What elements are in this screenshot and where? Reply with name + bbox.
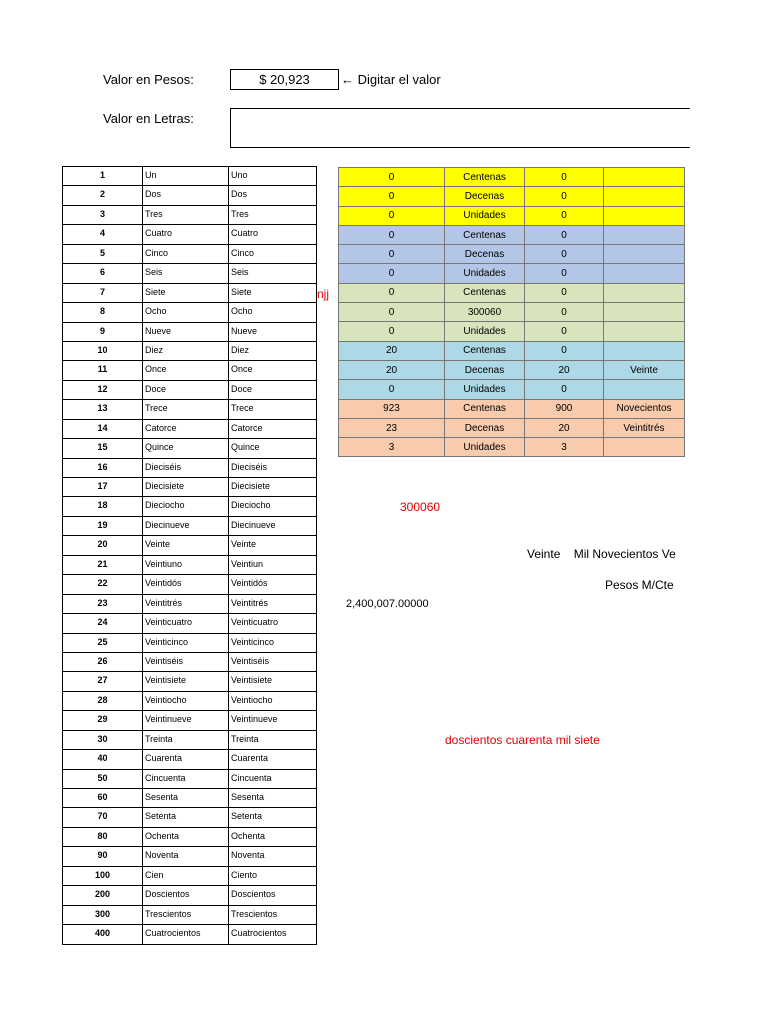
word-cell[interactable]: Cincuenta bbox=[143, 769, 229, 788]
word-alt-cell[interactable]: Diecisiete bbox=[229, 478, 317, 497]
table-row bbox=[63, 225, 317, 244]
red-number-note: 300060 bbox=[400, 500, 441, 514]
table-row bbox=[63, 691, 317, 710]
word-alt-cell[interactable]: Sesenta bbox=[229, 789, 317, 808]
word-cell[interactable]: Veintiséis bbox=[143, 652, 229, 671]
word-cell[interactable]: Seis bbox=[143, 264, 229, 283]
words-cell[interactable] bbox=[604, 380, 685, 399]
table-row bbox=[63, 614, 317, 633]
words-cell[interactable] bbox=[604, 168, 685, 187]
number-cell[interactable]: 5 bbox=[63, 244, 143, 263]
table-row bbox=[63, 594, 317, 613]
table-row bbox=[63, 905, 317, 924]
rounded-cell[interactable]: 0 bbox=[525, 225, 604, 244]
table-row bbox=[63, 575, 317, 594]
word-alt-cell[interactable]: Veintiun bbox=[229, 555, 317, 574]
table-row bbox=[63, 652, 317, 671]
table-row bbox=[63, 322, 317, 341]
word-cell[interactable]: Un bbox=[143, 167, 229, 186]
word-alt-cell[interactable]: Veinte bbox=[229, 536, 317, 555]
place-cell[interactable]: Unidades bbox=[445, 264, 525, 283]
valor-pesos-label: Valor en Pesos: bbox=[103, 72, 194, 87]
calc-table bbox=[338, 167, 685, 457]
table-row bbox=[63, 497, 317, 516]
number-cell[interactable]: 100 bbox=[63, 866, 143, 885]
word-cell[interactable]: Cien bbox=[143, 866, 229, 885]
word-alt-cell[interactable]: Diez bbox=[229, 341, 317, 360]
word-alt-cell[interactable]: Setenta bbox=[229, 808, 317, 827]
table-row bbox=[63, 167, 317, 186]
word-cell[interactable]: Dieciocho bbox=[143, 497, 229, 516]
number-cell[interactable]: 21 bbox=[63, 555, 143, 574]
word-cell[interactable]: Noventa bbox=[143, 847, 229, 866]
table-row bbox=[63, 827, 317, 846]
word-cell[interactable]: Veintiuno bbox=[143, 555, 229, 574]
word-alt-cell[interactable]: Veintidós bbox=[229, 575, 317, 594]
number-cell[interactable]: 6 bbox=[63, 264, 143, 283]
table-row bbox=[63, 808, 317, 827]
words-cell[interactable] bbox=[604, 245, 685, 264]
word-cell[interactable]: Veintisiete bbox=[143, 672, 229, 691]
table-row bbox=[63, 555, 317, 574]
value-cell[interactable]: 23 bbox=[339, 418, 445, 437]
number-cell[interactable]: 22 bbox=[63, 575, 143, 594]
words-cell[interactable]: Veintitrés bbox=[604, 418, 685, 437]
word-alt-cell[interactable]: Cuatro bbox=[229, 225, 317, 244]
table-row bbox=[63, 244, 317, 263]
place-cell[interactable]: 300060 bbox=[445, 303, 525, 322]
number-cell[interactable]: 16 bbox=[63, 458, 143, 477]
word-alt-cell[interactable]: Seis bbox=[229, 264, 317, 283]
words-cell[interactable] bbox=[604, 341, 685, 360]
word-cell[interactable]: Diecinueve bbox=[143, 516, 229, 535]
table-row bbox=[63, 516, 317, 535]
number-cell[interactable]: 90 bbox=[63, 847, 143, 866]
value-cell[interactable]: 0 bbox=[339, 322, 445, 341]
number-cell[interactable]: 23 bbox=[63, 594, 143, 613]
place-cell[interactable]: Centenas bbox=[445, 341, 525, 360]
word-cell[interactable]: Cuarenta bbox=[143, 750, 229, 769]
word-alt-cell[interactable]: Ochenta bbox=[229, 827, 317, 846]
rounded-cell[interactable]: 0 bbox=[525, 168, 604, 187]
number-cell[interactable]: 70 bbox=[63, 808, 143, 827]
number-cell[interactable]: 25 bbox=[63, 633, 143, 652]
word-alt-cell[interactable]: Quince bbox=[229, 439, 317, 458]
place-cell[interactable]: Unidades bbox=[445, 322, 525, 341]
table-row bbox=[63, 769, 317, 788]
word-cell[interactable]: Siete bbox=[143, 283, 229, 302]
table-row bbox=[63, 536, 317, 555]
word-alt-cell[interactable]: Once bbox=[229, 361, 317, 380]
word-cell[interactable]: Quince bbox=[143, 439, 229, 458]
table-row bbox=[63, 419, 317, 438]
word-alt-cell[interactable]: Trescientos bbox=[229, 905, 317, 924]
table-row bbox=[63, 439, 317, 458]
number-cell[interactable]: 18 bbox=[63, 497, 143, 516]
word-alt-cell[interactable]: Veinticinco bbox=[229, 633, 317, 652]
words-line: Veinte Mil Novecientos Ve bbox=[527, 547, 676, 561]
value-cell[interactable]: 3 bbox=[339, 438, 445, 457]
number-cell[interactable]: 300 bbox=[63, 905, 143, 924]
word-cell[interactable]: Dos bbox=[143, 186, 229, 205]
word-cell[interactable]: Veinticinco bbox=[143, 633, 229, 652]
calc-row bbox=[339, 341, 685, 360]
value-cell[interactable]: 0 bbox=[339, 303, 445, 322]
number-cell[interactable]: 13 bbox=[63, 400, 143, 419]
word-alt-cell[interactable]: Doce bbox=[229, 380, 317, 399]
word-alt-cell[interactable]: Catorce bbox=[229, 419, 317, 438]
rounded-cell[interactable]: 0 bbox=[525, 206, 604, 225]
rounded-cell[interactable]: 3 bbox=[525, 438, 604, 457]
place-cell[interactable]: Decenas bbox=[445, 360, 525, 379]
word-cell[interactable]: Diez bbox=[143, 341, 229, 360]
table-row bbox=[63, 458, 317, 477]
word-alt-cell[interactable]: Veintisiete bbox=[229, 672, 317, 691]
table-row bbox=[63, 205, 317, 224]
njj-note: njj bbox=[317, 287, 330, 301]
word-alt-cell[interactable]: Cinco bbox=[229, 244, 317, 263]
number-cell[interactable]: 3 bbox=[63, 205, 143, 224]
table-row bbox=[63, 925, 317, 944]
words-cell[interactable] bbox=[604, 206, 685, 225]
rounded-cell[interactable]: 20 bbox=[525, 418, 604, 437]
number-cell[interactable]: 26 bbox=[63, 652, 143, 671]
word-alt-cell[interactable]: Cincuenta bbox=[229, 769, 317, 788]
word-cell[interactable]: Tres bbox=[143, 205, 229, 224]
lookup-table bbox=[62, 166, 317, 945]
word-cell[interactable]: Dieciséis bbox=[143, 458, 229, 477]
word-alt-cell[interactable]: Trece bbox=[229, 400, 317, 419]
value-cell[interactable]: 0 bbox=[339, 283, 445, 302]
table-row bbox=[63, 847, 317, 866]
calc-row bbox=[339, 187, 685, 206]
place-cell[interactable]: Decenas bbox=[445, 418, 525, 437]
place-cell[interactable]: Unidades bbox=[445, 438, 525, 457]
word-cell[interactable]: Cuatro bbox=[143, 225, 229, 244]
word-alt-cell[interactable]: Veinticuatro bbox=[229, 614, 317, 633]
words-cell[interactable] bbox=[604, 283, 685, 302]
calc-row bbox=[339, 399, 685, 418]
valor-letras-label: Valor en Letras: bbox=[103, 111, 194, 126]
rounded-cell[interactable]: 0 bbox=[525, 341, 604, 360]
rounded-cell[interactable]: 20 bbox=[525, 360, 604, 379]
number-cell[interactable]: 30 bbox=[63, 730, 143, 749]
word-cell[interactable]: Nueve bbox=[143, 322, 229, 341]
rounded-cell[interactable]: 0 bbox=[525, 380, 604, 399]
word-cell[interactable]: Doscientos bbox=[143, 886, 229, 905]
number-cell[interactable]: 24 bbox=[63, 614, 143, 633]
number-cell[interactable]: 10 bbox=[63, 341, 143, 360]
table-row bbox=[63, 633, 317, 652]
table-row bbox=[63, 361, 317, 380]
number-cell[interactable]: 8 bbox=[63, 303, 143, 322]
words-cell[interactable] bbox=[604, 322, 685, 341]
words-cell[interactable]: Veinte bbox=[604, 360, 685, 379]
word-cell[interactable]: Ochenta bbox=[143, 827, 229, 846]
value-cell[interactable]: 20 bbox=[339, 341, 445, 360]
rounded-cell[interactable]: 900 bbox=[525, 399, 604, 418]
table-row bbox=[63, 341, 317, 360]
place-cell[interactable]: Centenas bbox=[445, 283, 525, 302]
words-cell[interactable] bbox=[604, 225, 685, 244]
number-cell[interactable]: 50 bbox=[63, 769, 143, 788]
word-alt-cell[interactable]: Veintinueve bbox=[229, 711, 317, 730]
red-words-note: doscientos cuarenta mil siete bbox=[445, 733, 600, 747]
number-cell[interactable]: 14 bbox=[63, 419, 143, 438]
table-row bbox=[63, 672, 317, 691]
value-cell[interactable]: 0 bbox=[339, 225, 445, 244]
number-cell[interactable]: 200 bbox=[63, 886, 143, 905]
number-cell[interactable]: 2 bbox=[63, 186, 143, 205]
number-cell[interactable]: 40 bbox=[63, 750, 143, 769]
table-row bbox=[63, 886, 317, 905]
word-alt-cell[interactable]: Ciento bbox=[229, 866, 317, 885]
rounded-cell[interactable]: 0 bbox=[525, 303, 604, 322]
word-cell[interactable]: Ocho bbox=[143, 303, 229, 322]
table-row bbox=[63, 186, 317, 205]
place-cell[interactable]: Decenas bbox=[445, 245, 525, 264]
word-alt-cell[interactable]: Diecinueve bbox=[229, 516, 317, 535]
word-cell[interactable]: Diecisiete bbox=[143, 478, 229, 497]
word-alt-cell[interactable]: Noventa bbox=[229, 847, 317, 866]
value-cell[interactable]: 0 bbox=[339, 206, 445, 225]
word-cell[interactable]: Veintinueve bbox=[143, 711, 229, 730]
table-row bbox=[63, 730, 317, 749]
calc-row bbox=[339, 225, 685, 244]
word-cell[interactable]: Catorce bbox=[143, 419, 229, 438]
word-alt-cell[interactable]: Ocho bbox=[229, 303, 317, 322]
value-cell[interactable]: 0 bbox=[339, 168, 445, 187]
words-cell[interactable] bbox=[604, 264, 685, 283]
calc-row bbox=[339, 283, 685, 302]
number-cell[interactable]: 15 bbox=[63, 439, 143, 458]
valor-pesos-input[interactable]: $ 20,923 bbox=[230, 69, 339, 90]
valor-letras-field[interactable] bbox=[230, 108, 690, 148]
calc-row bbox=[339, 206, 685, 225]
word-cell[interactable]: Sesenta bbox=[143, 789, 229, 808]
words-cell[interactable] bbox=[604, 187, 685, 206]
number-cell[interactable]: 17 bbox=[63, 478, 143, 497]
table-row bbox=[63, 789, 317, 808]
word-cell[interactable]: Setenta bbox=[143, 808, 229, 827]
calc-row bbox=[339, 418, 685, 437]
table-row bbox=[63, 283, 317, 302]
pesos-mcte-label: Pesos M/Cte bbox=[605, 578, 674, 592]
decimal-value: 2,400,007.00000 bbox=[346, 598, 429, 610]
word-cell[interactable]: Cuatrocientos bbox=[143, 925, 229, 944]
word-cell[interactable]: Trescientos bbox=[143, 905, 229, 924]
word-alt-cell[interactable]: Cuatrocientos bbox=[229, 925, 317, 944]
calc-row bbox=[339, 438, 685, 457]
place-cell[interactable]: Centenas bbox=[445, 399, 525, 418]
calc-row bbox=[339, 168, 685, 187]
word-alt-cell[interactable]: Dieciséis bbox=[229, 458, 317, 477]
value-cell[interactable]: 923 bbox=[339, 399, 445, 418]
word-alt-cell[interactable]: Dos bbox=[229, 186, 317, 205]
word-cell[interactable]: Veintiocho bbox=[143, 691, 229, 710]
word-alt-cell[interactable]: Cuarenta bbox=[229, 750, 317, 769]
rounded-cell[interactable]: 0 bbox=[525, 264, 604, 283]
number-cell[interactable]: 19 bbox=[63, 516, 143, 535]
table-row bbox=[63, 866, 317, 885]
rounded-cell[interactable]: 0 bbox=[525, 283, 604, 302]
number-cell[interactable]: 80 bbox=[63, 827, 143, 846]
word-alt-cell[interactable]: Tres bbox=[229, 205, 317, 224]
word-cell[interactable]: Treinta bbox=[143, 730, 229, 749]
place-cell[interactable]: Centenas bbox=[445, 225, 525, 244]
number-cell[interactable]: 7 bbox=[63, 283, 143, 302]
calc-row bbox=[339, 380, 685, 399]
word-alt-cell[interactable]: Uno bbox=[229, 167, 317, 186]
word-cell[interactable]: Veinticuatro bbox=[143, 614, 229, 633]
table-row bbox=[63, 478, 317, 497]
calc-row bbox=[339, 264, 685, 283]
word-alt-cell[interactable]: Doscientos bbox=[229, 886, 317, 905]
word-alt-cell[interactable]: Veintitrés bbox=[229, 594, 317, 613]
place-cell[interactable]: Decenas bbox=[445, 187, 525, 206]
word-alt-cell[interactable]: Nueve bbox=[229, 322, 317, 341]
value-cell[interactable]: 0 bbox=[339, 187, 445, 206]
table-row bbox=[63, 750, 317, 769]
number-cell[interactable]: 60 bbox=[63, 789, 143, 808]
word-alt-cell[interactable]: Veintiocho bbox=[229, 691, 317, 710]
number-cell[interactable]: 12 bbox=[63, 380, 143, 399]
number-cell[interactable]: 1 bbox=[63, 167, 143, 186]
calc-row bbox=[339, 245, 685, 264]
rounded-cell[interactable]: 0 bbox=[525, 187, 604, 206]
rounded-cell[interactable]: 0 bbox=[525, 322, 604, 341]
word-alt-cell[interactable]: Dieciocho bbox=[229, 497, 317, 516]
word-cell[interactable]: Veintidós bbox=[143, 575, 229, 594]
number-cell[interactable]: 28 bbox=[63, 691, 143, 710]
number-cell[interactable]: 29 bbox=[63, 711, 143, 730]
word-cell[interactable]: Doce bbox=[143, 380, 229, 399]
word-cell[interactable]: Veinte bbox=[143, 536, 229, 555]
word-alt-cell[interactable]: Treinta bbox=[229, 730, 317, 749]
number-cell[interactable]: 400 bbox=[63, 925, 143, 944]
digitar-note: ← Digitar el valor bbox=[341, 72, 441, 87]
rounded-cell[interactable]: 0 bbox=[525, 245, 604, 264]
calc-row bbox=[339, 322, 685, 341]
place-cell[interactable]: Centenas bbox=[445, 168, 525, 187]
number-cell[interactable]: 9 bbox=[63, 322, 143, 341]
table-row bbox=[63, 400, 317, 419]
place-cell[interactable]: Unidades bbox=[445, 206, 525, 225]
value-cell[interactable]: 0 bbox=[339, 245, 445, 264]
table-row bbox=[63, 380, 317, 399]
word-alt-cell[interactable]: Siete bbox=[229, 283, 317, 302]
table-row bbox=[63, 303, 317, 322]
number-cell[interactable]: 4 bbox=[63, 225, 143, 244]
value-cell[interactable]: 0 bbox=[339, 380, 445, 399]
word-cell[interactable]: Veintitrés bbox=[143, 594, 229, 613]
word-cell[interactable]: Once bbox=[143, 361, 229, 380]
calc-row bbox=[339, 303, 685, 322]
word-alt-cell[interactable]: Veintiséis bbox=[229, 652, 317, 671]
place-cell[interactable]: Unidades bbox=[445, 380, 525, 399]
words-cell[interactable] bbox=[604, 438, 685, 457]
word-cell[interactable]: Cinco bbox=[143, 244, 229, 263]
table-row bbox=[63, 264, 317, 283]
words-cell[interactable] bbox=[604, 303, 685, 322]
table-row bbox=[63, 711, 317, 730]
word-cell[interactable]: Trece bbox=[143, 400, 229, 419]
number-cell[interactable]: 11 bbox=[63, 361, 143, 380]
value-cell[interactable]: 20 bbox=[339, 360, 445, 379]
words-cell[interactable]: Novecientos bbox=[604, 399, 685, 418]
calc-row bbox=[339, 360, 685, 379]
value-cell[interactable]: 0 bbox=[339, 264, 445, 283]
number-cell[interactable]: 27 bbox=[63, 672, 143, 691]
number-cell[interactable]: 20 bbox=[63, 536, 143, 555]
